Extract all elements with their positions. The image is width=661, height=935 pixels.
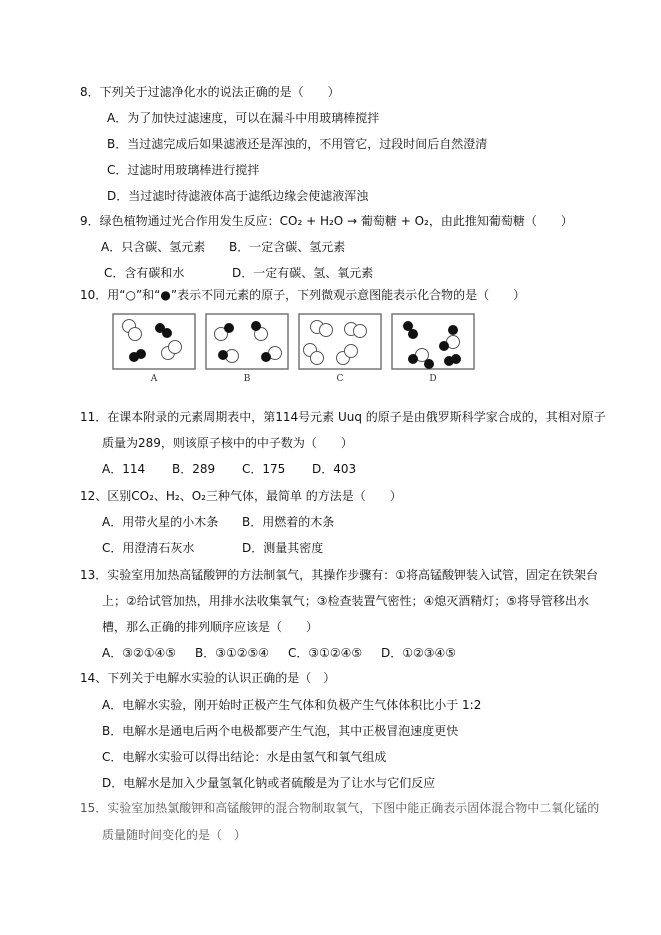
question-8-stem: 8．下列关于过滤净化水的说法正确的是（ ） <box>80 85 340 99</box>
question-11-stem-cont: 质量为289，则该原子核中的中子数为（ ） <box>102 436 353 450</box>
q9-option-c: C．含有碳和水 <box>104 266 185 280</box>
q12-option-c: C．用澄清石灰水 <box>102 541 195 555</box>
diagram-c-label: C <box>336 374 344 384</box>
q9-option-d: D．一定有碳、氢、氧元素 <box>232 266 374 280</box>
q9-option-a: A．只含碳、氢元素 <box>101 240 206 254</box>
diagram-a <box>112 313 196 370</box>
q13-option-d: D．①②③④⑤ <box>381 646 457 660</box>
question-13-stem-cont2: 槽，那么正确的排列顺序应该是（ ） <box>102 620 319 634</box>
question-12-stem: 12、区别CO₂、H₂、O₂三种气体，最简单 的方法是（ ） <box>80 489 402 503</box>
question-15-stem-cont: 质量随时间变化的是（ ） <box>102 828 247 842</box>
q14-option-c: C．电解水实验可以得出结论：水是由氢气和氧气组成 <box>102 750 387 764</box>
question-13-stem: 13．实验室用加热高锰酸钾的方法制氧气，其操作步骤有：①将高锰酸钾装入试管，固定在铁架台 <box>80 568 599 582</box>
q13-option-c: C．③①②④⑤ <box>288 646 363 660</box>
question-9-stem: 9．绿色植物通过光合作用发生反应：CO₂ + H₂O → 葡萄糖 + O₂，由此推知葡萄糖（ ） <box>80 214 573 228</box>
question-13-stem-cont: 上；②给试管加热，用排水法收集氧气；③检查装置气密性；④熄灭酒精灯；⑤将导管移出水 <box>102 594 590 608</box>
q11-option-a: A．114 <box>102 462 146 476</box>
q8-option-c: C．过滤时用玻璃棒进行搅拌 <box>107 163 260 177</box>
diagram-b <box>205 313 289 370</box>
q11-option-c: C．175 <box>242 462 286 476</box>
diagram-d <box>391 313 475 370</box>
q11-option-d: D．403 <box>312 462 357 476</box>
question-15-stem: 15．实验室加热氯酸钾和高锰酸钾的混合物制取氧气，下图中能正确表示固体混合物中二氧化锰的 <box>80 801 600 815</box>
diagram-b-label: B <box>243 374 251 384</box>
q12-option-b: B．用燃着的木条 <box>242 515 335 529</box>
q8-option-a: A．为了加快过滤速度，可以在漏斗中用玻璃棒搅拌 <box>107 111 380 125</box>
q14-option-a: A．电解水实验，刚开始时正极产生气体和负极产生气体体积比小于 1:2 <box>102 698 482 712</box>
question-11-stem: 11．在课本附录的元素周期表中，第114号元素 Uuq 的原子是由俄罗斯科学家合成的，其相对原子 <box>80 410 606 424</box>
diagram-a-label: A <box>150 374 158 384</box>
q12-option-d: D．测量其密度 <box>242 541 324 555</box>
q11-option-b: B．289 <box>172 462 216 476</box>
q13-option-b: B．③①②⑤④ <box>195 646 270 660</box>
diagram-c <box>298 313 382 370</box>
q8-option-b: B．当过滤完成后如果滤液还是浑浊的，不用管它，过段时间后自然澄清 <box>107 137 488 151</box>
question-10-stem: 10．用“○”和“●”表示不同元素的原子，下列微观示意图能表示化合物的是（ ） <box>80 288 526 302</box>
q9-option-b: B．一定含碳、氢元素 <box>229 240 346 254</box>
question-14-stem: 14、下列关于电解水实验的认识正确的是（ ） <box>80 671 336 685</box>
diagram-d-label: D <box>429 374 437 384</box>
q14-option-b: B．电解水是通电后两个电极都要产生气泡，其中正极冒泡速度更快 <box>102 724 459 738</box>
q12-option-a: A．用带火星的小木条 <box>102 515 219 529</box>
q13-option-a: A．③②①④⑤ <box>102 646 176 660</box>
q8-option-d: D．当过滤时待滤液体高于滤纸边缘会使滤液浑浊 <box>107 189 369 203</box>
q14-option-d: D．电解水是加入少量氢氧化钠或者硫酸是为了让水与它们反应 <box>102 776 436 790</box>
